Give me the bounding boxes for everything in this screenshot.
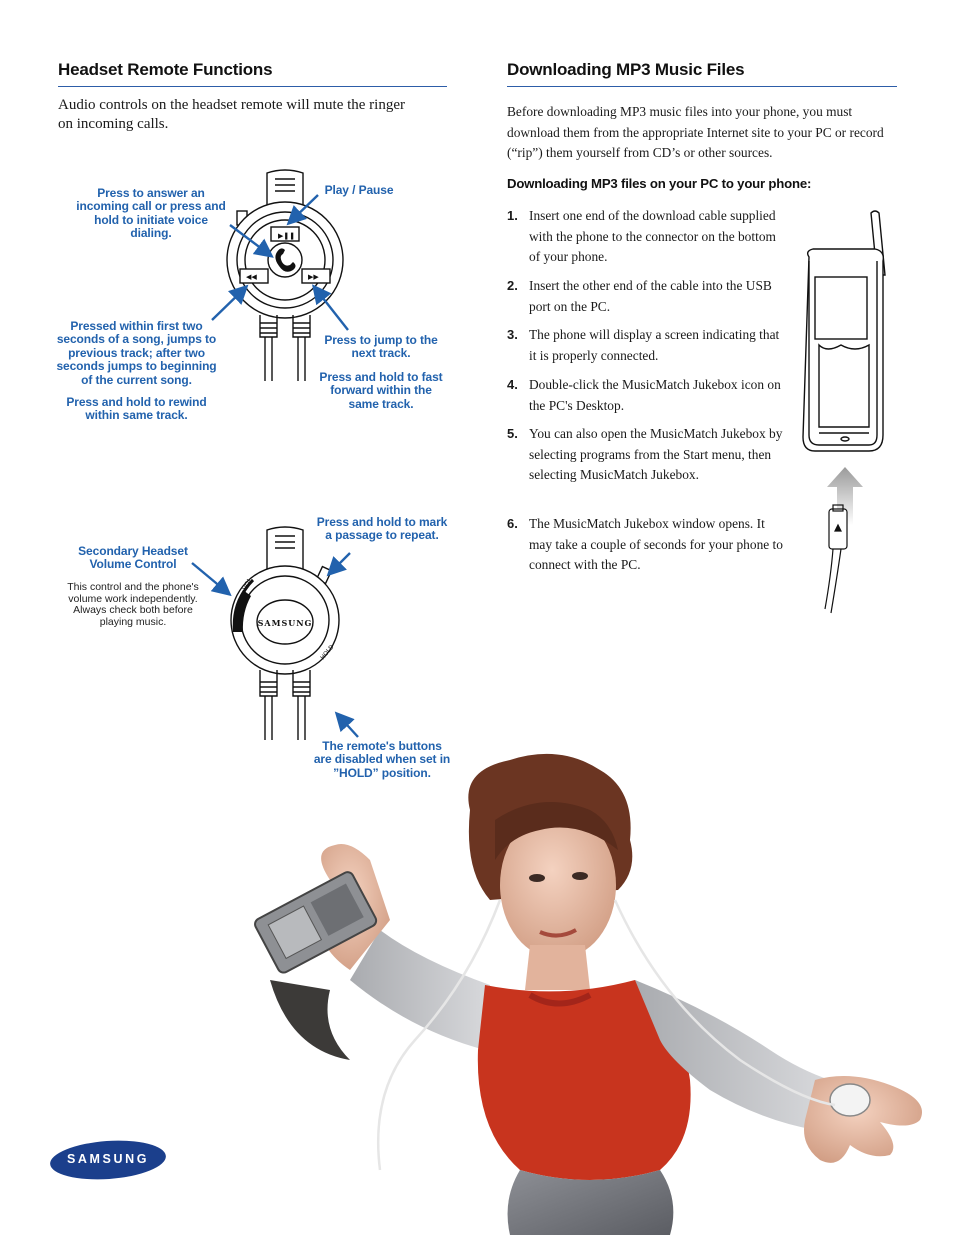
step-item: 1. Insert one end of the download cable supplied with the phone to the connector on the bottom of your phone. [507,208,776,264]
right-heading-rule [507,86,897,87]
callout-fast-forward: Press and hold to fast forward within the same track. [319,370,443,411]
samsung-logo [48,1139,168,1181]
left-intro: Audio controls on the headset remote will mute the ringer on incoming calls. [58,97,405,132]
right-heading: Downloading MP3 Music Files [507,60,745,79]
svg-text:▶▶: ▶▶ [308,273,319,281]
callout-next-track: Press to jump to the next track. [324,333,438,361]
right-intro: Before downloading MP3 music files into your phone, you must download them from the appropriate Internet site to your PC or record (“rip”) them yourself from CD’s or other sources. [507,104,884,160]
step-item: 5. You can also open the MusicMatch Jukebox by selecting programs from the Start menu, then selecting MusicMatch Jukebox. [507,426,783,482]
callout-rewind: Press and hold to rewind within same track. [66,395,207,423]
callout-play-pause: Play / Pause [324,183,394,197]
callout-hold: The remote's buttons are disabled when set in ”HOLD” position. [313,739,451,780]
steps-subheading: Downloading MP3 files on your PC to your phone: [507,176,812,191]
callout-mark-passage: Press and hold to mark a passage to repeat. [316,515,448,543]
phone-cable-illustration [795,205,905,615]
secondary-volume-note: This control and the phone's volume work independently. Always check both before playing music. [67,581,199,628]
callout-answer-call: Press to answer an incoming call or press and hold to initiate voice dialing. [76,186,226,241]
step-item: 6. The MusicMatch Jukebox window opens. It may take a couple of seconds for your phone to connect with the PC. [507,516,783,572]
step-item: 4. Double-click the MusicMatch Jukebox icon on the PC's Desktop. [507,377,781,413]
remote-front-arrows [190,180,390,340]
step-item: 2. Insert the other end of the cable into the USB port on the PC. [507,278,772,314]
step-item: 3. The phone will display a screen indicating that it is properly connected. [507,327,780,363]
callout-secondary-volume: Secondary Headset Volume Control [78,544,188,572]
left-heading-rule [58,86,447,87]
remote-brand-label: SAMSUNG [257,618,313,628]
callout-previous-track: Pressed within first two seconds of a song, jumps to previous track; after two seconds jumps to beginning of the current song. [56,319,217,387]
svg-text:▶❚❚: ▶❚❚ [278,232,296,240]
remote-back-arrows [180,545,380,745]
left-heading: Headset Remote Functions [58,60,273,79]
woman-with-mp3-phone-photo [240,750,930,1235]
samsung-logo-text: SAMSUNG [66,1152,150,1166]
remote-hold-label: HOLD [319,643,336,662]
remote-vol-label: VOL [240,576,255,592]
svg-text:◀◀: ◀◀ [246,273,257,281]
